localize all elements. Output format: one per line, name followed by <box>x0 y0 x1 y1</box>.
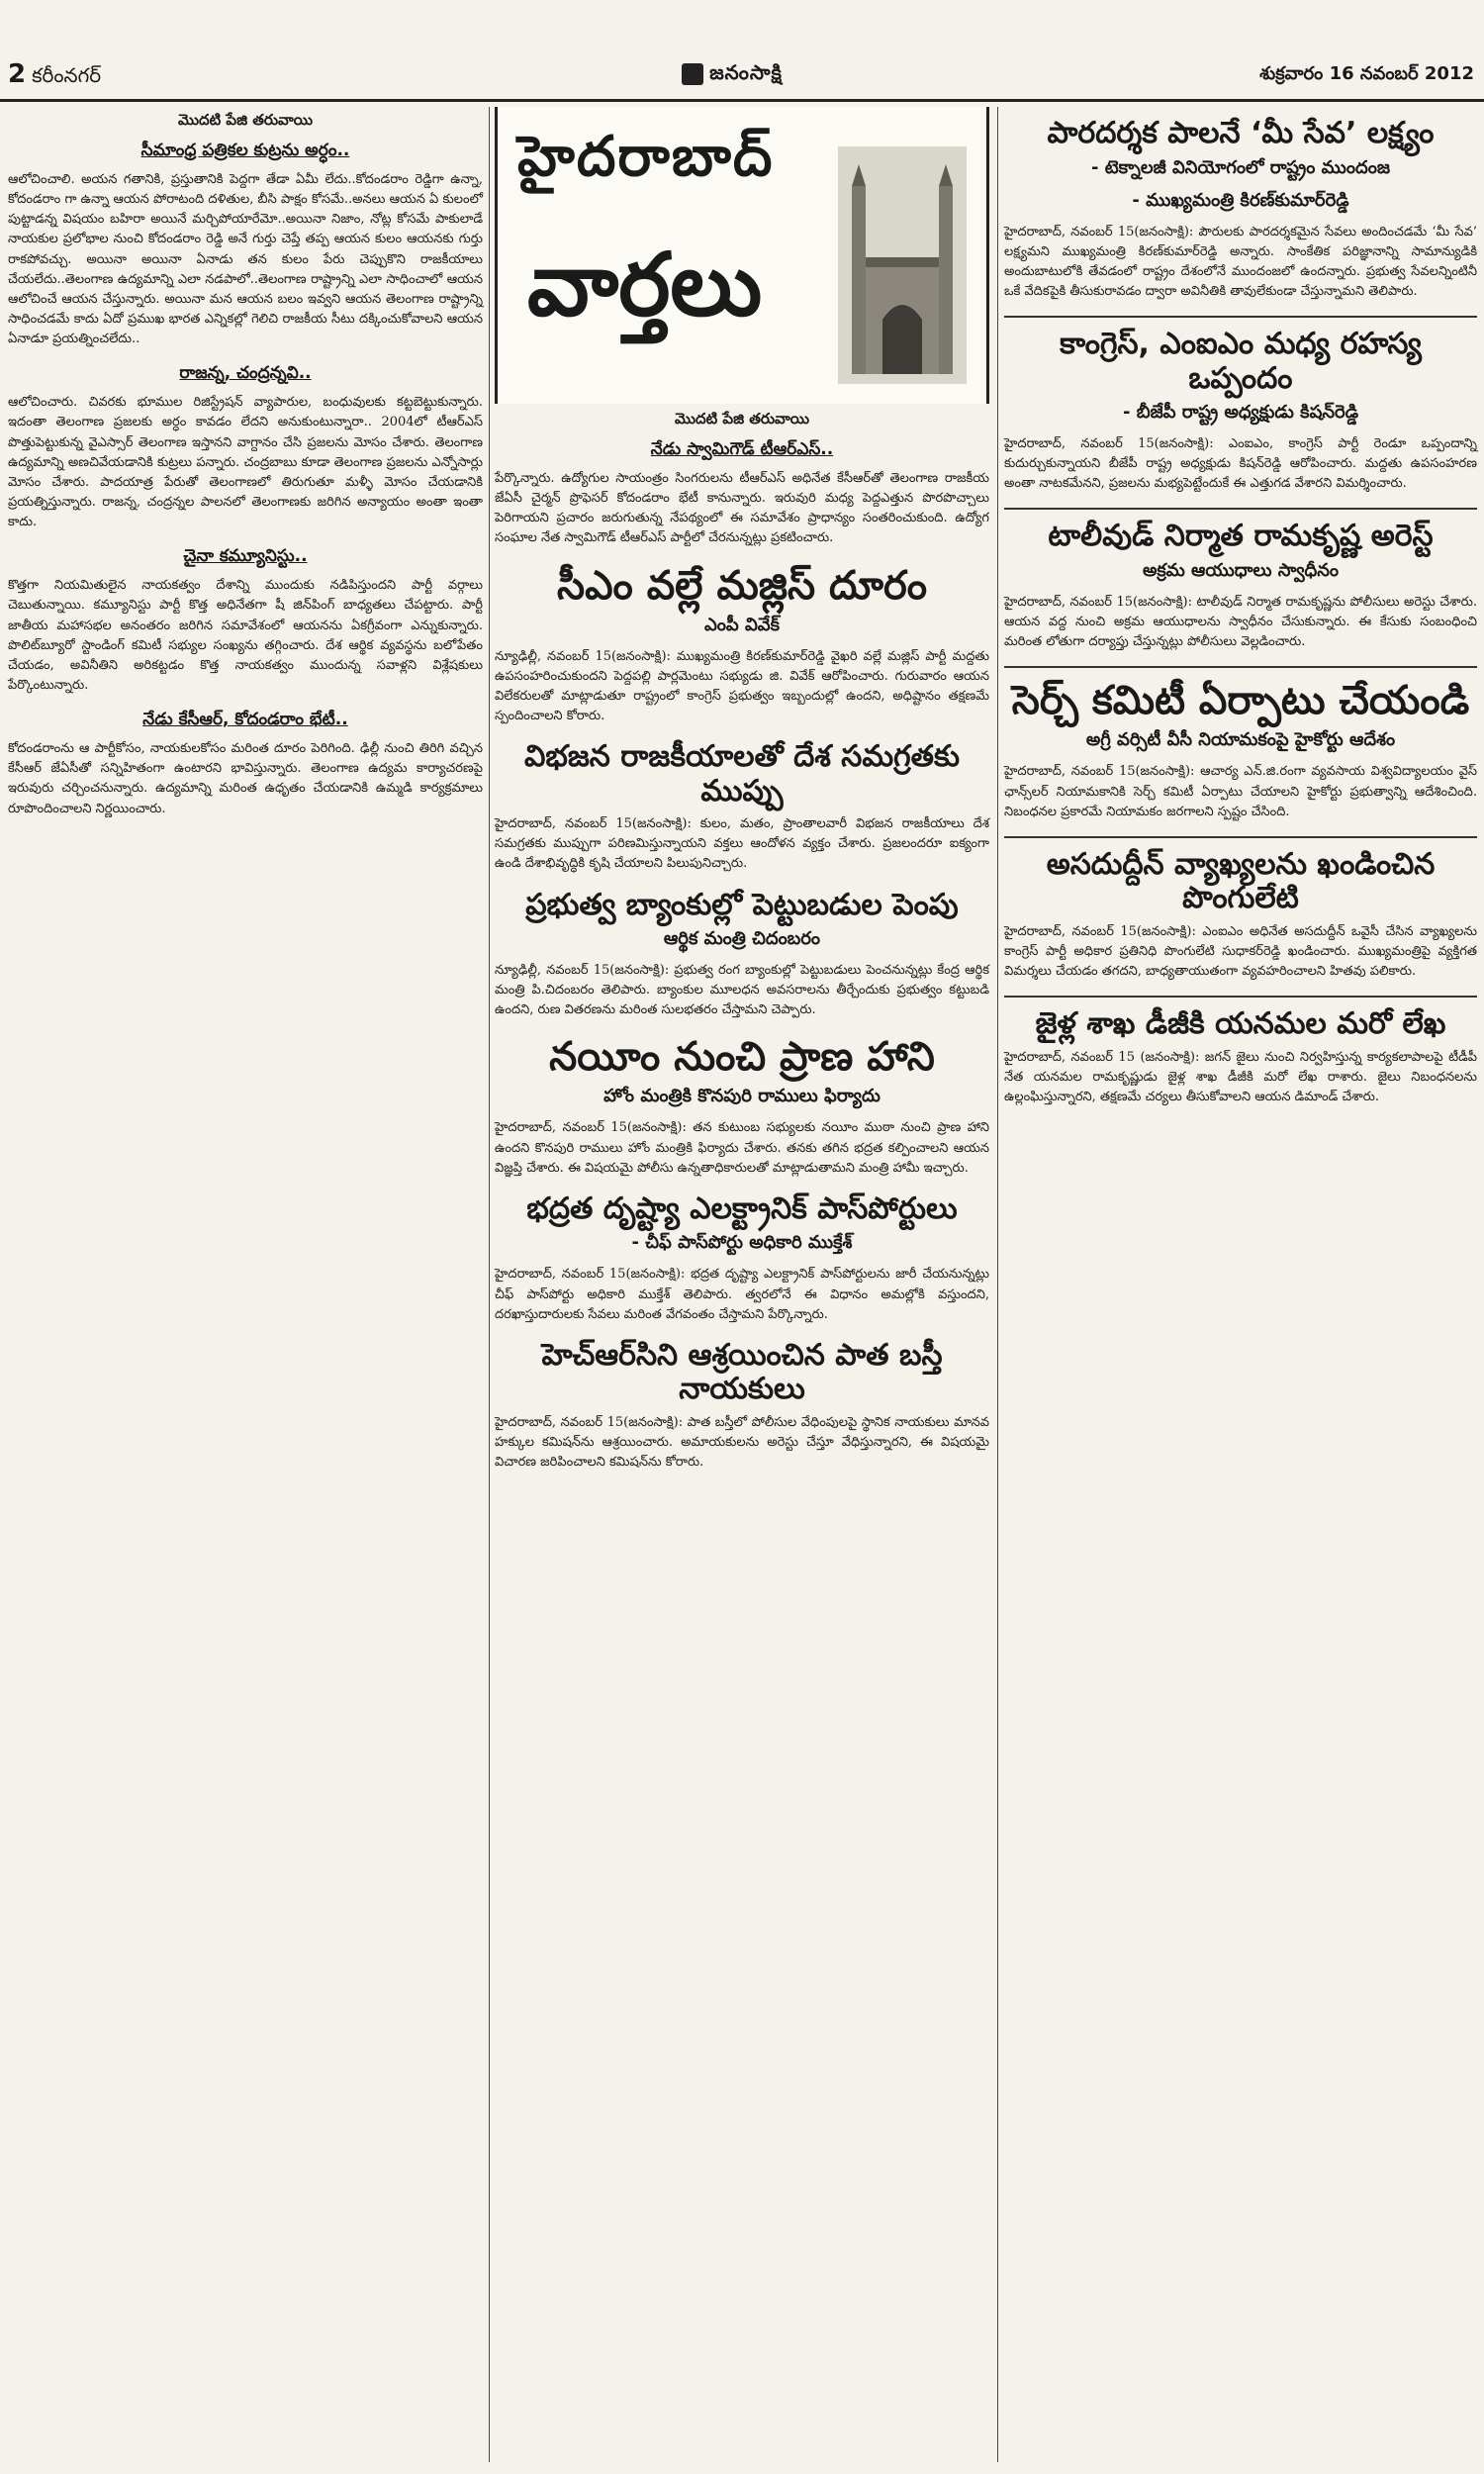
article-banks <box>495 887 994 1021</box>
article-divider <box>1004 836 1477 838</box>
continued-kicker: మొదటి పేజి తరువాయి <box>177 111 314 129</box>
article-body: కొత్తగా నియమితులైన నాయకత్వం దేశాన్ని ముందుకు నడిపిస్తుందని పార్టీ వర్గాలు చెబుతున్నాయి. కమ్యూనిస్టు పార్టీ కొత్త అధినేతగా షీ జిన్‌పింగ్ బాధ్యతలు చేపట్టారు. పార్టీ జాతీయ మహాసభల అనంతరం జరిగిన సమావేశంలో ఆయనను ఏకగ్రీవంగా ఎన్నుకున్నారు. పొలిట్‌బ్యూరో స్టాండింగ్ కమిటీ సభ్యుల సంఖ్యను తగ్గించారు. దేశ ఆర్థిక వ్యవస్థను బలోపేతం చేయడం, అవినీతిని అరికట్టడం కొత్త నాయకత్వం ముందున్న సవాళ్లని విశ్లేషకులు పేర్కొంటున్నారు. <box>8 578 488 693</box>
article-headline: విభజన రాజకీయాలతో దేశ సమగ్రతకు ముప్పు <box>524 739 960 809</box>
section-title-line2: వార్తలు <box>527 234 763 335</box>
article-headline: చైనా కమ్యూనిస్టు.. <box>183 546 308 567</box>
logo-text: జనంసాక్షి <box>709 59 783 84</box>
column-divider <box>489 107 490 2462</box>
article-body: ఆలోచించారు. చివరకు భూముల రిజిస్ట్రేషన్ వ్యాపారుల, బంధువులకు కట్టబెట్టుకున్నారు. ఇదంతా తెలంగాణ ప్రజలకు అర్ధం కావడం లేదని అనుకుంటున్నారా.. 2004లో టీఆర్ఎస్ పొత్తుపెట్టుకున్న వైఎస్సార్ తెలంగాణ ఇస్తానని వాగ్దానం చేసి ప్రజలను మోసం చేశారు. తెలంగాణ ఉద్యమాన్ని అణచివేయడానికి కుట్రలు పన్నారు. చంద్రబాబు కూడా తెలంగాణ ప్రజలను ఎన్నోసార్లు మోసం చేశారు. పాదయాత్ర పేరుతో తెలంగాణలో తిరుగుతూ మళ్ళీ మోసం చేయడానికి ప్రయత్నిస్తున్నారు. రాజన్న, చంద్రన్నల పాలనలో తెలంగాణకు జరిగిన అన్యాయం అంతా ఇంతా కాదు. <box>8 395 488 530</box>
article-subhead: - ముఖ్యమంత్రి కిరణ్‌కుమార్‌రెడ్డి <box>1132 189 1349 211</box>
article-swamy-goud <box>495 439 994 549</box>
article-rajanna <box>8 363 488 532</box>
article-seemandhra <box>8 141 488 349</box>
article-subhead: - టెక్నాలజీ వినియోగంలో రాష్ట్రం ముందంజ <box>1091 156 1390 178</box>
article-subhead: ఆర్థిక మంత్రి చిదంబరం <box>663 928 821 950</box>
article-headline: సీమాంధ్ర పత్రికల కుట్రను అర్ధం.. <box>140 141 350 160</box>
article-headline: కాంగ్రెస్, ఎంఐఎం మధ్య రహస్య ఒప్పందం <box>1060 327 1422 396</box>
article-ponguleti <box>1004 846 1482 982</box>
article-body: హైదరాబాద్, నవంబర్ 15(జనంసాక్షి): కులం, మతం, ప్రాంతాలవారీ విభజన రాజకీయాలు దేశ సమగ్రతకు ముప్పుగా పరిణమిస్తున్నాయని వక్తలు ఆందోళన వ్యక్తం చేశారు. ప్రజలందరూ ఐక్యంగా ఉండి దేశాభివృద్ధికి కృషి చేయాలని పిలుపునిచ్చారు. <box>495 816 994 872</box>
page-number: 2 కరీంనగర్ <box>8 59 102 89</box>
article-body: ఆలోచించాలి. అయన గతానికి, ప్రస్తుతానికి పెద్దగా తేడా ఏమీ లేదు..కోదండరాం రెడ్డిగా ఉన్నా, కోదండరాం గా ఉన్నా ఆయన పోరాటంది దళితుల, బీసి పాక్షం కోసమే..అనలు ఆయన ఏ కులంలో పుట్టాడన్న విషయం బహిరా అయినే మర్చిపోయారేమో..అయినా నిజాం, నోట్ల కోసమే పాకులాడే నాయకుల ప్రలోభాల నుంచి కోదండరాం రెడ్డి అనే గుర్తు చెప్తే తప్ప ఆయన కులం ఆయనకు గుర్తు రాకపోవచ్చు. అయినా అయినా ఏనాడు తన కులం పేరు చెప్పుకొని రాజకీయాలు చేయలేదు..తెలంగాణ ఉద్యమాన్ని ఎలా నడపాలో..తెలంగాణ రాష్ట్రాన్ని ఎలా సాధించాలో ఆయన ఆలోచించే ఆయన చేస్తున్నారు. అయినా మన ఆయన బలం ఇవ్వని ఆయన తెలంగాణ రాష్ట్రాన్ని సాధించడమే కాదు ఏదో ప్రముఖ భారత ఎన్నికల్లో గెలిచి రాజకీయ సీటు దక్కించుకోవాలని ఆయన ఏనాడూ ప్రయత్నించలేదు.. <box>8 172 488 347</box>
article-subhead: హోం మంత్రికి కొనపురి రాములు ఫిర్యాదు <box>603 1086 881 1107</box>
article-headline: పారదర్శక పాలనే ‘మీ సేవ’ లక్ష్యం <box>1047 116 1435 150</box>
article-body: కోదండరాంను ఆ పార్టీకోసం, నాయకులకోసం మరింత దూరం పెరిగింది. ఢిల్లీ నుంచి తిరిగి వచ్చిన కేసీఆర్ జేఏసీతో సన్నిహితంగా ఉంటారని భావిస్తున్నారు. తెలంగాణ ఉద్యమ కార్యాచరణపై ఇరువురు చర్చించనున్నారు. ఉద్యమాన్ని మరింత ఉధృతం చేయడానికి ఉమ్మడి కార్యక్రమాలు రూపొందించాలని నిర్ణయించారు. <box>8 741 488 816</box>
continued-kicker: మొదటి పేజి తరువాయి <box>674 410 810 428</box>
article-divider <box>1004 996 1477 998</box>
article-body: హైదరాబాద్, నవంబర్ 15 (జనంసాక్షి): జగన్ జైలు నుంచి నిర్వహిస్తున్న కార్యకలాపాలపై టీడీపీ నేత యనమల రామకృష్ణుడు జైళ్ల శాఖ డీజీకి మరో లేఖ రాశారు. జైలు నిబంధనలను ఉల్లంఘిస్తున్నారని, తక్షణమే చర్యలు తీసుకోవాలని ఆయన డిమాండ్ చేశారు. <box>1004 1049 1482 1105</box>
article-body: హైదరాబాద్, నవంబర్ 15(జనంసాక్షి): ఎంఐఎం అధినేత అసదుద్దీన్ ఒవైసీ చేసిన వ్యాఖ్యలను కాంగ్రెస్ పార్టీ అధికార ప్రతినిధి పొంగులేటి సుధాకర్‌రెడ్డి ఖండించారు. ముఖ్యమంత్రిపై వ్యక్తిగత విమర్శలు చేయడం తగదని, బాధ్యతాయుతంగా వ్యవహరించాలని హితవు పలికారు. <box>1004 923 1482 980</box>
article-body: న్యూఢిల్లీ, నవంబర్ 15(జనంసాక్షి): ప్రభుత్వ రంగ బ్యాంకుల్లో పెట్టుబడులు పెంచనున్నట్లు కేంద్ర ఆర్థిక మంత్రి పి.చిదంబరం తెలిపారు. బ్యాంకుల మూలధన అవసరాలను తీర్చేందుకు ప్రభుత్వం కట్టుబడి ఉందని, రుణ వితరణను మరింత సులభతరం చేస్తామని చెప్పారు. <box>495 963 994 1018</box>
article-body: హైదరాబాద్, నవంబర్ 15(జనంసాక్షి): పౌరులకు పారదర్శకమైన సేవలు అందించడమే ‘మీ సేవ’ లక్ష్యమని ముఖ్యమంత్రి కిరణ్‌కుమార్‌రెడ్డి అన్నారు. సాంకేతిక పరిజ్ఞానాన్ని సామాన్యుడికి అందుబాటులోకి తేవడంలో రాష్ట్రం దేశంలోనే ముందంజలో ఉందన్నారు. ప్రభుత్వ సేవలన్నింటినీ ఒకే వేదికపైకి తీసుకురావడం ద్వారా అవినీతికి తావులేకుండా చేస్తున్నామని తెలిపారు. <box>1004 224 1482 299</box>
article-kcr-meeting <box>8 710 488 819</box>
article-division-politics <box>495 739 994 874</box>
article-headline: అసదుద్దీన్ వ్యాఖ్యలను ఖండించిన పొంగులేటి <box>1046 846 1436 916</box>
article-subhead: అక్రమ ఆయుధాలు స్వాధీనం <box>1142 559 1340 581</box>
section-title-box <box>495 107 989 404</box>
article-headline: జైళ్ల శాఖ డీజీకి యనమల మరో లేఖ <box>1035 1006 1446 1042</box>
logo-icon <box>682 63 703 85</box>
article-body: హైదరాబాద్, నవంబర్ 15(జనంసాక్షి): ఎంఐఎం, కాంగ్రెస్ పార్టీ రెండూ ఒప్పందాన్ని కుదుర్చుకున్నాయని బీజేపీ రాష్ట్ర అధ్యక్షుడు కిషన్‌రెడ్డి ఆరోపించారు. మద్దతు ఉపసంహరణ అంతా నాటకమేనని, ప్రజలను మభ్యపెట్టేందుకే ఈ ఎత్తుగడ వేశారని విమర్శించారు. <box>1004 436 1482 492</box>
article-headline: నయీం నుంచి ప్రాణ హాని <box>549 1034 935 1081</box>
section-title-line1: హైదరాబాద్ <box>517 125 775 189</box>
article-china <box>8 546 488 696</box>
article-congress-mim <box>1004 327 1482 494</box>
charminar-icon <box>838 146 967 384</box>
edition-name: కరీంనగర్ <box>32 63 102 87</box>
article-passports <box>495 1190 994 1325</box>
article-headline: సీఎం వల్లే మజ్లిస్ దూరం <box>557 562 927 609</box>
article-subhead: అగ్రీ వర్సిటీ వీసీ నియామకంపై హైకోర్టు ఆదేశం <box>1085 729 1396 751</box>
masthead <box>0 0 1484 102</box>
article-subhead: - బీజేపీ రాష్ట్ర అధ్యక్షుడు కిషన్‌రెడ్డి <box>1122 402 1359 424</box>
article-subhead: - చీఫ్ పాస్‌పోర్టు అధికారి ముక్తేశ్ <box>631 1232 853 1254</box>
article-body: హైదరాబాద్, నవంబర్ 15(జనంసాక్షి): పాత బస్తీలో పోలీసుల వేధింపులపై స్థానిక నాయకులు మానవ హక్కుల కమిషన్‌ను ఆశ్రయించారు. అమాయకులను అరెస్టు చేస్తూ వేధిస్తున్నారని, ఈ విషయమై విచారణ జరిపించాలని కమిషన్‌ను కోరారు. <box>495 1414 994 1471</box>
article-nayeem <box>495 1034 994 1178</box>
article-divider <box>1004 316 1477 318</box>
article-headline: నేడు స్వామిగౌడ్ టీఆర్ఎస్.. <box>650 439 834 459</box>
article-headline: రాజన్న, చంద్రన్నవి.. <box>179 363 312 384</box>
article-subhead: ఎంపీ వివేక్ <box>704 614 780 635</box>
article-tollywood <box>1004 519 1482 652</box>
article-headline: భద్రత దృష్ట్యా ఎలక్ట్రానిక్ పాస్‌పోర్టులు <box>526 1190 958 1226</box>
article-search-committee <box>1004 678 1482 821</box>
article-yanamala <box>1004 1006 1482 1107</box>
issue-date: శుక్రవారం 16 నవంబర్ 2012 <box>1259 63 1474 84</box>
article-body: హైదరాబాద్, నవంబర్ 15(జనంసాక్షి): టాలీవుడ్ నిర్మాత రామకృష్ణను పోలీసులు అరెస్టు చేశారు. ఆయన వద్ద నుంచి అక్రమ ఆయుధాలను స్వాధీనం చేసుకున్నారు. ఈ కేసుకు సంబంధించి మరింత లోతుగా దర్యాప్తు చేస్తున్నట్లు పోలీసులు వెల్లడించారు. <box>1004 594 1482 650</box>
article-divider <box>1004 666 1477 668</box>
column-divider <box>997 107 998 2462</box>
article-body: న్యూఢిల్లీ, నవంబర్ 15(జనంసాక్షి): ముఖ్యమంత్రి కిరణ్‌కుమార్‌రెడ్డి వైఖరి వల్లే మజ్లిస్ పార్టీ మద్దతు ఉపసంహరించుకుందని పెద్దపల్లి పార్లమెంటు సభ్యుడు జి. వివేక్ ఆరోపించారు. గురువారం ఆయన విలేకరులతో మాట్లాడుతూ రాష్ట్రంలో కాంగ్రెస్ ప్రభుత్వం ఇబ్బందుల్లో ఉందని, అధిష్టానం తక్షణమే స్పందించాలని కోరారు. <box>495 648 994 723</box>
right-column <box>1004 107 1482 2462</box>
newspaper-logo <box>633 59 831 89</box>
article-headline: నేడు కేసీఆర్, కోదండరాం భేటీ.. <box>142 710 348 730</box>
article-headline: హెచ్ఆర్‌సిని ఆశ్రయించిన పాత బస్తీ నాయకులు <box>541 1337 943 1407</box>
article-mee-seva <box>1004 116 1482 302</box>
article-body: హైదరాబాద్, నవంబర్ 15(జనంసాక్షి): తన కుటుంబ సభ్యులకు నయీం ముఠా నుంచి ప్రాణ హాని ఉందని కొనపురి రాములు హోం మంత్రికి ఫిర్యాదు చేశారు. తనకు తగిన భద్రత కల్పించాలని ఆయన విజ్ఞప్తి చేశారు. ఈ విషయమై పోలీసు ఉన్నతాధికారులతో మాట్లాడుతామని మంత్రి హామీ ఇచ్చారు. <box>495 1120 994 1176</box>
article-headline: టాలీవుడ్ నిర్మాత రామకృష్ణ అరెస్ట్ <box>1048 519 1434 554</box>
article-majlis <box>495 562 994 727</box>
article-headline: సెర్చ్ కమిటీ ఏర్పాటు చేయండి <box>1011 678 1470 724</box>
article-body: పేర్కొన్నారు. ఉద్యోగుల సాయంత్రం సింగరులను టీఆర్ఎస్ అధినేత కేసీఆర్‌తో తెలంగాణ రాజకీయ జేఏసీ చైర్మన్ ప్రొఫెసర్ కోదండరాం భేటీ కానున్నారు. ఇరువురి మధ్య పెద్దఎత్తున పొరపొచ్చాలు పెరిగాయని ప్రచారం జరుగుతున్న నేపథ్యంలో ఈ సమావేశం ప్రాధాన్యం సంతరించుకుంది. ఉద్యోగ సంఘాల నేత స్వామిగౌడ్ టీఆర్ఎస్ పార్టీలో చేరనున్నట్లు ప్రకటించారు. <box>495 471 994 546</box>
article-hrc <box>495 1337 994 1473</box>
article-headline: ప్రభుత్వ బ్యాంకుల్లో పెట్టుబడుల పెంపు <box>525 887 959 922</box>
middle-column <box>495 107 994 2462</box>
left-column <box>8 107 488 2462</box>
article-body: హైదరాబాద్, నవంబర్ 15(జనంసాక్షి): ఆచార్య ఎన్.జి.రంగా వ్యవసాయ విశ్వవిద్యాలయం వైస్ ఛాన్స్‌లర్ నియామకానికి సెర్చ్ కమిటీ ఏర్పాటు చేయాలని హైకోర్టు ప్రభుత్వాన్ని ఆదేశించింది. నిబంధనల ప్రకారమే నియామకం జరగాలని స్పష్టం చేసింది. <box>1004 764 1482 819</box>
article-body: హైదరాబాద్, నవంబర్ 15(జనంసాక్షి): భద్రత దృష్ట్యా ఎలక్ట్రానిక్ పాస్‌పోర్టులను జారీ చేయనున్నట్లు చీఫ్ పాస్‌పోర్టు అధికారి ముక్తేశ్ తెలిపారు. త్వరలోనే ఈ విధానం అమల్లోకి వస్తుందని, దరఖాస్తుదారులకు సేవలు మరింత వేగవంతం చేస్తామని పేర్కొన్నారు. <box>495 1267 994 1322</box>
article-divider <box>1004 508 1477 510</box>
